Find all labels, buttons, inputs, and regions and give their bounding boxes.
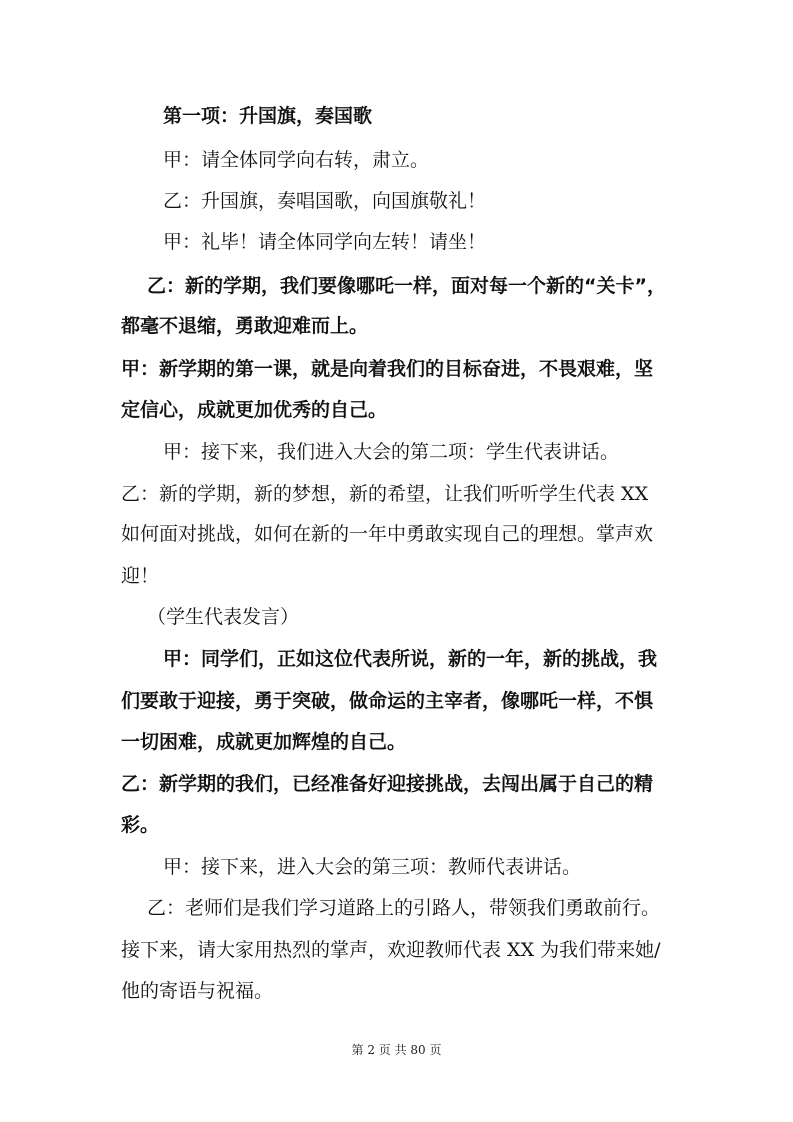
page-footer: 第 2 页 共 80 页 [351,1043,442,1057]
text-line: 定信心，成就更加优秀的自己。 [121,399,388,421]
text-line: 甲：请全体同学向右转，肃立。 [163,149,430,171]
text-line: 如何面对挑战，如何在新的一年中勇敢实现自己的理想。掌声欢 [121,523,654,545]
text-line: 乙：新的学期，我们要像哪吒一样，面对每一个新的“关卡”， [147,275,666,297]
text-line: 乙：新学期的我们，已经准备好迎接挑战，去闯出属于自己的精 [121,773,654,795]
text-line: 迎！ [121,565,160,587]
text-line: 一切困难，成就更加辉煌的自己。 [121,731,407,753]
text-line: 甲：礼毕！请全体同学向左转！请坐！ [163,231,487,253]
text-line: （学生代表发言） [147,606,300,628]
text-line: 彩。 [121,814,160,836]
text-line: 他的寄语与祝福。 [121,980,274,1002]
section-heading: 第一项：升国旗，奏国歌 [163,105,373,127]
text-line: 甲：接下来，我们进入大会的第二项：学生代表讲话。 [163,441,620,463]
text-line: 乙：新的学期，新的梦想，新的希望，让我们听听学生代表 XX [121,483,649,505]
text-line: 都毫不退缩，勇敢迎难而上。 [121,315,369,337]
text-line: 乙：升国旗，奏唱国歌，向国旗敬礼！ [163,190,487,212]
text-line: 甲：同学们，正如这位代表所说，新的一年，新的挑战，我 [163,648,658,670]
text-line: 乙：老师们是我们学习道路上的引路人，带领我们勇敢前行。 [147,897,661,919]
text-line: 甲：新学期的第一课，就是向着我们的目标奋进，不畏艰难，坚 [121,358,654,380]
text-line: 甲：接下来，进入大会的第三项：教师代表讲话。 [163,856,582,878]
text-line: 们要敢于迎接，勇于突破，做命运的主宰者，像哪吒一样，不惧 [121,690,654,712]
text-line: 接下来，请大家用热烈的掌声，欢迎教师代表 XX 为我们带来她/ [121,939,661,961]
